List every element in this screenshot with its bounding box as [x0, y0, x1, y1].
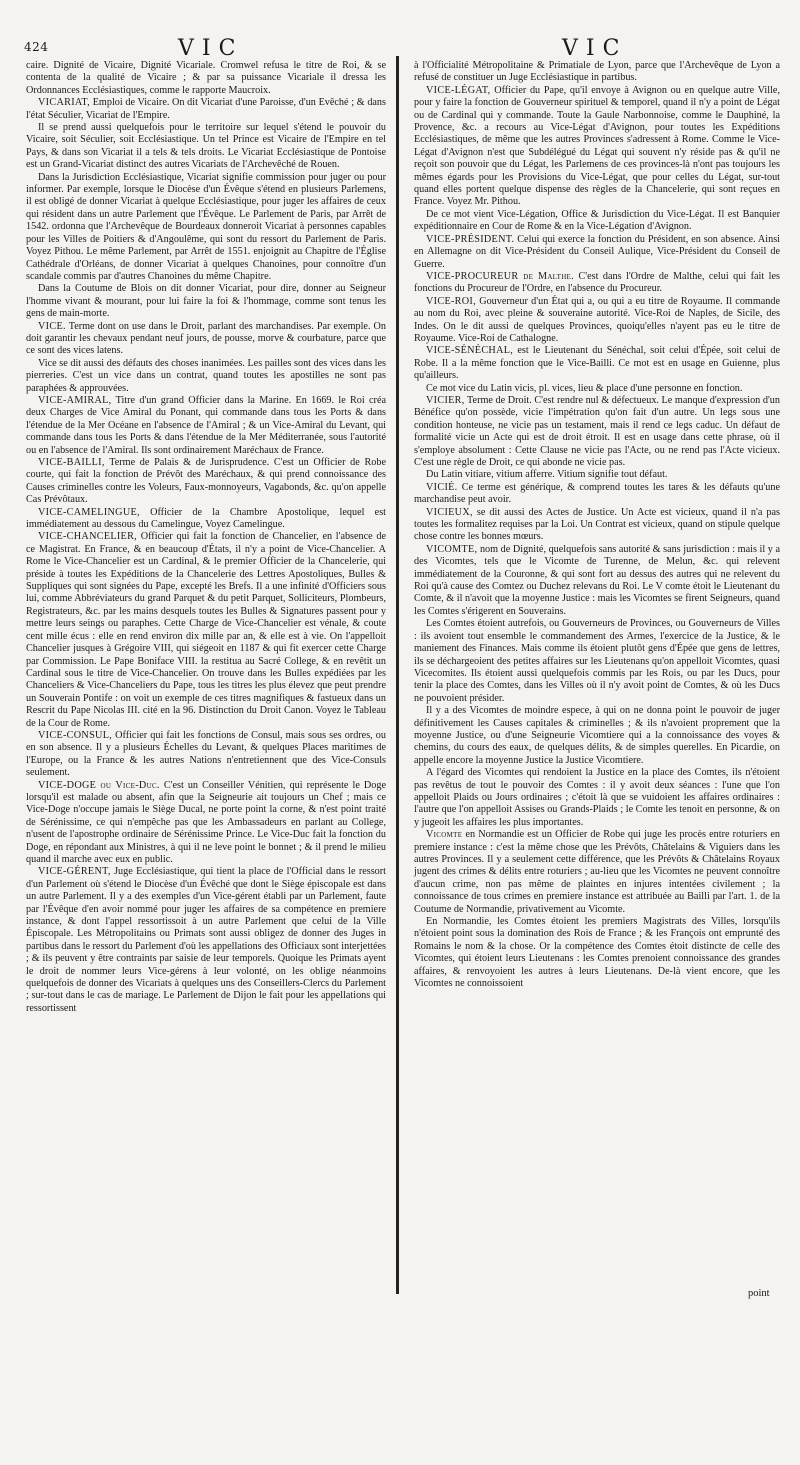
entry-headword: Vicomte: [426, 829, 463, 841]
dictionary-entry: [414, 469, 780, 481]
entry-text: En Normandie, les Comtes étoient les premiers Magistrats des Villes, lorsqu'ils n'étoient point sous la domination des Rois de France ; & les François ont emprunté des Romains le nom & la chose. Or la compétence des Comtes étoit distincte de celle des Vicomtes, qui étoient leurs Lieutenans : les Comtes prenoient connoissance des grandes affaires, & renvoyoient les autres à leurs Lieutenans. De-là vient encore, que les Vicomtes ne connoissoient: [414, 916, 780, 990]
entry-text: caire. Dignité de Vicaire, Dignité Vicariale. Cromwel refusa le titre de Roi, & se contenta de la qualité de Vicaire ; & par sa puissance Vicariale il dressa les Ordonnances Ecclésiastiques, comme le rapporte Maucroix.: [26, 60, 386, 96]
dictionary-entry: [414, 544, 780, 618]
dictionary-entry: [26, 321, 386, 358]
entry-headword: VICIER,: [426, 394, 465, 406]
dictionary-entry: [26, 60, 386, 97]
entry-text: nom de Dignité, quelquefois sans autorité & sans jurisdiction : mais il y a des Vicomtes, tels que le Vicomte de Turenne, de Melun, &c. qui relevent immédiatement de la Couronne, & qui sont fort au dessus des autres qui ne relevent du Roi qu'à cause des Comtez ou Duchez relevans du Roi. Le V comte étoit le Lieutenant du Comte, & il n'avoit que la moyenne Justice : mais les Vicomtes se firent Seigneurs, quand les Comtes s'érigerent en Souverains.: [414, 543, 780, 617]
entry-text: Du Latin vitiare, vitium afferre. Vitium signifie tout défaut.: [426, 469, 668, 481]
entry-text: Titre d'un grand Officier dans la Marine. En 1669. le Roi créa deux Charges de Vice Amiral du Ponant, qui commande dans tous les Ports & dans l'étendue de la Mer Océane en l'absence de l'Amiral ; & un Vice-Amiral du Levant, qui commande dans tous les Ports & dans l'étendue de la Mer Méditerranée, sous l'autorité ou en l'absence de l'Amiral. Ils sont ordinairement Maréchaux de France.: [26, 394, 386, 456]
entry-text: Terme de Palais & de Jurisprudence. C'est un Officier de Robe courte, qui fait la fonction de Prévôt des Maréchaux, & qui prend connoissance des Causes criminelles contre les Voleurs, Faux-monnoyeurs, Vagabonds, &c. qu'on appelle Cas Prévôtaux.: [26, 457, 386, 506]
dictionary-entry: [26, 97, 386, 122]
entry-headword: VICE-CAMELINGUE,: [38, 506, 140, 518]
dictionary-entry: [414, 296, 780, 346]
dictionary-entry: [414, 85, 780, 209]
dictionary-entry: [414, 209, 780, 234]
entry-text: De ce mot vient Vice-Légation, Office & Jurisdiction du Vice-Légat. Il est Banquier expéditionnaire en Cour de Rome & en la Vice-Légation d'Avignon.: [414, 208, 780, 233]
page-number: 424: [24, 40, 49, 54]
entry-headword: VICE-CHANCELIER,: [38, 531, 138, 543]
entry-headword: VICE-ROI,: [426, 295, 476, 307]
entry-text: C'est dans l'Ordre de Malthe, celui qui fait les fonctions du Procureur de l'Ordre, en l'absence du Procureur.: [414, 270, 780, 295]
entry-text: Il y a des Vicomtes de moindre espece, à qui on ne donna point le pouvoir de juger définitivement les Causes capitales & criminelles ; & ils n'avoient proprement que la moyenne Justice, ou d'une Seigneurie Vicomtiere qui a la connoissance des voyes & chemins, du cours des eaux, de quelques délits, & de simples querelles. En Picardie, on appelle encore la moyenne Justice la Justice Vicomtiere.: [414, 705, 780, 766]
dictionary-entry: [414, 705, 780, 767]
entry-headword: VICE-SÉNÉCHAL,: [426, 345, 514, 357]
entry-text: Terme de Droit. C'est rendre nul & défectueux. Le manque d'expression d'un Bénéfice qu'on possède, vicie l'impétration qu'on fait d'un autre. Un legs sous une condition honteuse, ne vicie pas un testament, mais il rend ce legs caduc. Un défaut de formalité vicie un Acte qui est de droit étroit. Il est en usage dans cette phrase, où il s'employe absolument : Cette Clause ne vicie pas l'Acte, ou ne rend pas l'Acte vicieux. C'est une règle de Droit, ce qui abonde ne vicie pas.: [414, 394, 780, 468]
catchword: point: [748, 1288, 770, 1299]
running-header-right: VIC: [562, 36, 628, 61]
dictionary-entry: [414, 916, 780, 990]
entry-headword: VICE-GÉRENT,: [38, 866, 111, 878]
entry-text: Officier de la Chambre Apostolique, lequel est immédiatement au dessous du Camelingue, Voyez Camelingue.: [26, 506, 386, 531]
dictionary-entry: [26, 172, 386, 284]
dictionary-entry: [414, 767, 780, 829]
running-header-left: VIC: [178, 36, 244, 61]
entry-headword: VICE-PRÉSIDENT.: [426, 233, 515, 245]
entry-headword: VICE-LÉGAT,: [426, 84, 491, 96]
entry-headword: VICE-BAILLI,: [38, 457, 105, 468]
entry-text: Vice se dit aussi des défauts des choses inanimées. Les pailles sont des vices dans les pierreries. C'est un vice dans un contrat, quand toutes les apostilles ne sont pas paraphées & approuvées.: [26, 357, 386, 394]
dictionary-entry: [414, 234, 780, 271]
entry-headword: VICE-DOGE ou Vice-Duc.: [38, 779, 160, 791]
entry-text: Officier qui fait la fonction de Chancelier, en l'absence de ce Magistrat. En France, & en beaucoup d'États, il n'y a point de Vice-Chancelier. A Rome le Vice-Chancelier est un Cardinal, & le premier Officier de la Chancelerie, qui préside à toutes les Expéditions de la Chancelerie des Lettres Apostoliques, Bulles & Suppliques qui sont signées du Pape, excepté les Brefs. Il a une infinité d'Officiers sous lui, comme Abbréviateurs du grand Parquet & du petit Parquet, Solliciteurs, Plombeurs, Registrateurs, &c. par les mains desquels toutes les Bulles & Signatures passent pour y mettre leurs seings ou paraphes. Cette Charge de Vice-Chancelier est vénale, & coute cent mille écus : elle en rend environ dix mille par an, & elle est à vie. On l'appelloit Chancelier jusques à Grégoire VIII, qui siégeoit en 1187 & qui fit exercer cette Charge par Commission. Le Pape Boniface VIII. la restitua au Sacré College, & en revêtit un Cardinal sous le titre de Vice-Chancelier. On trouve dans les Bulles expédiées par les Chanceliers & Vice-Chanceliers du Pape, tous les titres les plus élevez que peut prendre un Souverain Pontife : on voit un exemple de ces titres magnifiques & fastueux dans un Rescrit du Pape Nicolas III. cité en la 96. Distinction du Droit Canon. Voyez le Tableau de la Cour de Rome.: [26, 531, 386, 729]
entry-headword: VICE-AMIRAL,: [38, 394, 112, 406]
dictionary-entry: [414, 482, 780, 507]
entry-text: en Normandie est un Officier de Robe qui juge les procès entre roturiers en premiere instance : c'est la même chose que les Prévôts, Châtelains & Viguiers dans les autres Provinces. Il y a seulement cette différence, que les Prévôts & Châtelains Royaux jugent des crimes & délits entre roturiers ; au-lieu que les Vicomtes ne peuvent connoître d'aucun crime, non pas même de plaintes en injures intentées civilement ; la connoissance de tous crimes en premiere instance est attribuée au Bailli par l'art. 1. de la Coutume de Normandie, privativement au Vicomte.: [414, 829, 780, 915]
dictionary-entry: [414, 829, 780, 916]
left-column: [26, 60, 386, 1015]
entry-text: Ce terme est générique, & comprend toutes les tares & les défauts qu'une marchandise peut avoir.: [414, 481, 780, 506]
dictionary-entry: [414, 618, 780, 705]
dictionary-entry: [414, 345, 780, 382]
dictionary-entry: [414, 395, 780, 469]
dictionary-entry: [414, 507, 780, 544]
entry-headword: VICIÉ.: [426, 481, 458, 493]
entry-headword: VICE.: [38, 320, 66, 332]
entry-headword: VICOMTE,: [426, 543, 478, 555]
entry-text: Emploi de Vicaire. On dit Vicariat d'une Paroisse, d'un Evêché ; & dans l'état Séculier, Vicariat de l'Empire.: [26, 97, 386, 121]
dictionary-entry: [26, 122, 386, 172]
entry-text: Gouverneur d'un État qui a, ou qui a eu titre de Royaume. Il commande au nom du Roi, avec pleine & souveraine autorité. Vice-Roi de Naples, de Sicile, des Indes. On le dit aussi de quelques Provinces, quoiqu'elles n'ayent pas eu le titre de Royaume. Vice-Roi de Cathalogne.: [414, 295, 780, 344]
dictionary-entry: [26, 531, 386, 730]
dictionary-entry: [26, 457, 386, 507]
entry-text: A l'égard des Vicomtes qui rendoient la Justice en la place des Comtes, ils n'étoient pas revêtus de tout le pouvoir des Comtes : il y avoit deux séances : l'une que l'on appelloit Plaids ou Jours ordinaires ; c'étoit là que se vuidoient les affaires ordinaires : l'autre que l'on appelloit Assises ou Grands-Plaids ; le Comte les tenoit en personne, & on y jugeoit les affaires les plus importantes.: [414, 767, 780, 828]
dictionary-entry: [26, 395, 386, 457]
dictionary-entry: [26, 358, 386, 395]
entry-text: Dans la Jurisdiction Ecclésiastique, Vicariat signifie commission pour juger ou pour informer. Par exemple, lorsque le Diocèse d'un Évêque s'étend en plusieurs Parlemens, il est obligé de donner Vicariat à quelque Ecclésiastique, pour juger les affaires de ceux qui résident dans un autre Parlement que l'Évêque. Le Parlement de Paris, par Arrêt de 1542. ordonna que l'Archevêque de Bourdeaux donneroit Vicariat à personnes capables pour les Villes de Poitiers & d'Angoulême, qui sont du ressort du Parlement de Paris. Voyez Pithou. Le même Parlement, par Arrêt de 1551. enjoignit au Chapitre de l'Église Cathédrale d'Orléans, de donner Vicariat à quelques Chanoines, pour connoître d'un scandale commis par d'autres Chanoines du même Chapitre.: [26, 171, 386, 282]
dictionary-entry: [26, 730, 386, 780]
entry-text: se dit aussi des Actes de Justice. Un Acte est vicieux, quand il n'a pas toutes les formalitez requises par la Loi. Un Contrat est vicieux, quand on stipule quelque chose contre les bonnes mœurs.: [414, 506, 780, 543]
dictionary-entry: [26, 507, 386, 532]
entry-text: Les Comtes étoient autrefois, ou Gouverneurs de Provinces, ou Gouverneurs de Villes : ils avoient tout ensemble le commandement des Armes, l'exercice de la Justice, & le maniement des Finances. Mais comme ils étoient plutôt gens d'Épée que gens de lettres, ils se déchargeoient des petites affaires sur les Lieutenans qu'on appelloit Vicomtes, quasi Vicecomites. Ils étoient aussi quelquefois commis par les Rois, ou par les Ducs, pour tenir la place des Comtes, dans les Villes où il n'y avoit point de Comtes, & où les Ducs ne pouvoient présider.: [414, 618, 780, 704]
column-divider: [396, 56, 399, 1294]
entry-text: Dans la Coutume de Blois on dit donner Vicariat, pour dire, donner au Seigneur l'homme vivant & mourant, pour lui faire la foi & l'hommage, comme sont tenus les gens de main-morte.: [26, 283, 386, 320]
entry-headword: VICE-PROCUREUR de Malthe.: [426, 270, 574, 282]
entry-headword: VICE-CONSUL,: [38, 729, 113, 741]
dictionary-entry: [414, 271, 780, 296]
entry-text: Ce mot vice du Latin vicis, pl. vices, lieu & place d'une personne en fonction.: [426, 382, 743, 394]
entry-text: Juge Ecclésiastique, qui tient la place de l'Official dans le ressort d'un Parlement où s'étend le Diocèse d'un Évêché que dont le Siège épiscopale est dans un autre Parlement. Il y a des exemples d'un Vice-gérent établi par un Parlement, faute par l'Évêque d'en avoir nommé pour juger les affaires de sa compétence en premiere instance, & dont l'appel ressortissoit à un autre Parlement que celui de la Ville Épiscopale. Les Métropolitains ou Primats sont aussi obligez de donner des Juges in partibus dans le ressort du Parlement d'où les appellations des Officiaux sont interjettées ; & ils peuvent y être contraints par saisie de leur temporels. Quoique les Primats ayent le droit de nommer leurs Vice-gérens à leur volonté, on les oblige néanmoins quelquefois de donner des Vicariats à quelques uns des Conseillers-Clercs du Parlement ; sur-tout dans le cas de mariage. Le Parlement de Dijon le fait pour les appellations qui ressortissent: [26, 866, 386, 1014]
entry-text: Terme dont on use dans le Droit, parlant des marchandises. Par exemple. On doit garantir les chevaux pendant neuf jours, de pousse, morve & courbature, parce que ce sont des vices latens.: [26, 320, 386, 357]
dictionary-entry: [414, 60, 780, 85]
dictionary-entry: [26, 780, 386, 867]
dictionary-entry: [26, 866, 386, 1015]
dictionary-entry: [26, 283, 386, 320]
dictionary-entry: [414, 383, 780, 395]
entry-text: Celui qui exerce la fonction du Président, en son absence. Ainsi en Allemagne on dit Vice-Président du Conseil Aulique, Vice-Président du Conseil de Guerre.: [414, 233, 780, 270]
entry-text: Il se prend aussi quelquefois pour le territoire sur lequel s'étend le pouvoir du Vicaire, soit Séculier, soit Ecclésiastique. Un tel Prince est Vicaire de l'Empire en tel Pays, & dans son Vicariat il a tels & tels droits. Le Vicariat Ecclésiastique de Pontoise est un Grand-Vicariat distinct des autres Vicariats de l'Archevêché de Rouen.: [26, 122, 386, 171]
right-column: [414, 60, 780, 990]
entry-text: C'est un Conseiller Vénitien, qui représente le Doge lorsqu'il est malade ou absent, afin que la Seigneurie ait toujours un Chef ; mais ce Vice-Doge n'occupe jamais le Siège Ducal, ne porte point la corne, & n'est point traité de Sérénissime, ce qui n'empêche pas que les Ambassadeurs en parlant au College, n'usent de l'apostrophe ordinaire de Sérénissime Prince. Le Vice-Duc fait la fonction du Doge, en répondant aux Ministres, à qui il ne leve point le bonnet ; & il prend le milieu quand il marche avec eux en public.: [26, 779, 386, 865]
entry-text: est le Lieutenant du Sénéchal, soit celui d'Épée, soit celui de Robe. Il a la même fonction que le Vice-Bailli. Ce mot est en usage en Guienne, plus qu'ailleurs.: [414, 345, 780, 382]
entry-headword: VICIEUX,: [426, 506, 473, 518]
entry-text: Officier du Pape, qu'il envoye à Avignon ou en quelque autre Ville, pour y faire la fonction de Gouverneur spirituel & temporel, quand il n'y a point de Légat ou de Cardinal qui y commande. Toute la Gaule Narbonnoise, comme le Dauphiné, la Provence, &c. a recours au Vice-Légat d'Avignon, pour toutes les Expéditions Ecclésiastiques, de même que les autres Provinces s'adressent à Rome. Comme le Vice-Légat d'Avignon n'est que Subdélégué du Légat qui souvent n'y réside pas & qu'il ne reçoit son pouvoir que du Légat, les Parlemens de ces provinces-là n'ont pas toujours les mêmes égards pour les Provisions du Vice-Légat, que pour celles du Légat, sur-tout quand elles portent quelque dispense des règles de la Chancelerie, qui sont reçues en France. Voyez Mr. Pithou.: [414, 84, 780, 208]
entry-text: Officier qui fait les fonctions de Consul, mais sous ses ordres, ou en son absence. Il y a plusieurs Échelles du Levant, & quelques Places maritimes de l'Europe, ou la France & les autres Nations n'entretiennent que des Vice-Consuls seulement.: [26, 729, 386, 779]
entry-headword: VICARIAT,: [38, 97, 91, 109]
entry-text: à l'Officialité Métropolitaine & Primatiale de Lyon, parce que l'Archevêque de Lyon a refusé de constituer un Juge Ecclésiastique in partibus.: [414, 60, 780, 84]
